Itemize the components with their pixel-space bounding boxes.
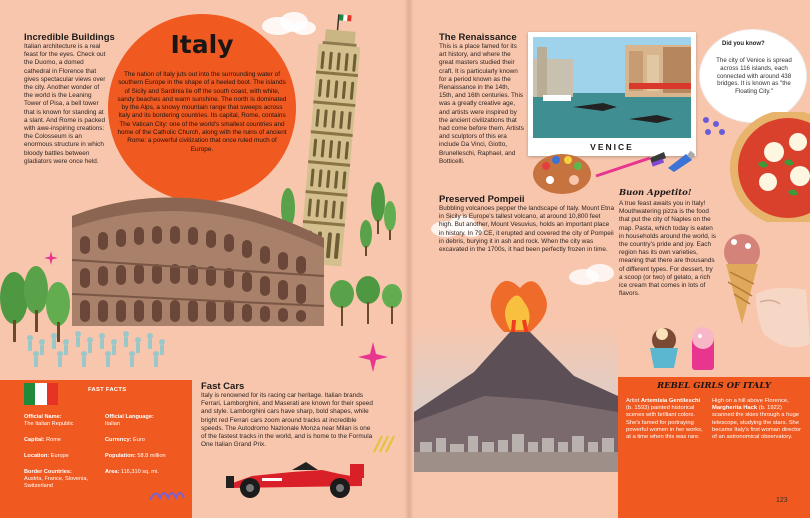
fast-cars-text: Italy is renowned for its racing car heritage. Italian brands Ferrari, Lamborghini, and Maserati are known for their speed and style. Lamborghini cars have sharp, bold shapes, while bright red Ferrari cars zoom around tracks at incredible speeds. The Autodromo Nazionale Monza near Milan is one of the fastest tracks in the world, and is home to the Formula One Italian Grand Prix. (201, 392, 373, 449)
fact-border-countries: Border Countries: Austria, France, Slovenia, Switzerland (24, 469, 89, 489)
venice-photo-caption: VENICE (590, 142, 634, 152)
fact-official-language: Official Language: Italian (105, 414, 154, 427)
did-you-know-text: The city of Venice is spread across 116 islands, each connected with around 438 bridges. It is known as "the Floating City." (716, 57, 792, 96)
page-title: Italy (170, 30, 234, 59)
buon-appetito-heading: Buon Appetito! (619, 188, 692, 198)
italy-flag-icon (24, 383, 58, 405)
fact-population: Population: 58.8 million (105, 453, 166, 459)
pizza-illustration (728, 112, 810, 222)
rebel-girls-artemisia: Artist Artemisia Gentileschi (b. 1593) painted historical scenes with brilliant colors. She's famed for portraying powerful women in her works, at a time when this was rare. (626, 398, 703, 441)
vesuvius-illustration (414, 272, 618, 472)
scribble-decoration (148, 488, 192, 504)
fast-facts-heading: FAST FACTS (88, 387, 127, 393)
sparkle-icon (358, 342, 388, 372)
gelato-cup-illustration (644, 324, 726, 376)
paintbrush-illustration (594, 150, 668, 180)
race-car-illustration (222, 454, 372, 500)
trees-illustration (328, 272, 408, 332)
paint-tube-illustration (666, 150, 696, 172)
sparkle-icon (44, 251, 58, 265)
incredible-buildings-text: Italian architecture is a real feast for the eyes. Check out the Duomo, a domed cathedral in Florence that gives spectacular views over the city. Another wonder of the world is the Leaning Tower of Pisa, a bell tower that is known for standing at a slant. And Rome is packed with awe-inspiring creations: the Colosseum is an enormous structure in which bloody battles between gladiators were once held. (24, 43, 106, 165)
book-gutter (404, 0, 414, 518)
intro-text: The nation of Italy juts out into the surrounding water of southern Europe in the shape of a heeled boot. The islands of Sicily and Sardinia lie off the south coast, with white, sandy beaches and warm sunshine. The north is dominated by the Alps, a snowy mountain range that sweeps across Italy and its bordering countries. Its capital, Rome, contains The Vatican City: one of the world's smallest countries and home of the Catholic Church, along with the ruins of ancient Rome: a powerful civilization that once ruled much of Europe. (117, 71, 287, 153)
fact-currency: Currency: Euro (105, 437, 145, 443)
fact-area: Area: 116,310 sq. mi. (105, 469, 159, 475)
pompeii-heading: Preserved Pompeii (439, 194, 525, 205)
crowd-illustration (0, 250, 200, 370)
buon-appetito-text: A true feast awaits you in Italy! Mouthwatering pizza is the food that put the city of Naples on the map. Pasta, which today is eaten in households around the world, is the country's pride and joy. Each region has its own varieties, meaning that there are thousands of different types. For dessert, try a scoop (or two) of gelato, a rich ice cream that comes in lots of flavors. (619, 200, 716, 298)
scribble-decoration (372, 434, 398, 454)
page-number: 123 (776, 497, 788, 504)
rebel-girls-heading: REBEL GIRLS OF ITALY (657, 381, 771, 391)
dot-decoration (700, 114, 730, 138)
paint-palette-illustration (530, 148, 600, 196)
fast-cars-heading: Fast Cars (201, 381, 245, 392)
venice-photo (528, 32, 696, 156)
incredible-buildings-heading: Incredible Buildings (24, 32, 115, 43)
did-you-know-heading: Did you know? (722, 41, 765, 47)
fact-official-name: Official Name: The Italian Republic (24, 414, 74, 427)
rebel-girls-margherita: High on a hill above Florence, Margherita Hack (b. 1922) scanned the skies through a huge telescope, studying the stars. She became Italy's first woman director of an astronomical observatory. (712, 398, 802, 441)
renaissance-heading: The Renaissance (439, 32, 517, 43)
fact-capital: Capital: Rome (24, 437, 61, 443)
venice-canal-image (533, 37, 691, 138)
gelato-cone-illustration (716, 224, 810, 374)
renaissance-text: This is a place famed for its art history, and where the great masters studied their craft. It is particularly known for a period known as the Renaissance in the 14th, 15th, and 16th centuries. This was a greatly creative age, and artists were inspired by the ancient civilizations that had come before them. Artists and sculptors of this era include Da Vinci, Giotto, Brunelleschi, Raphael, and Botticelli. (439, 43, 524, 165)
pompeii-text: Bubbling volcanoes pepper the landscape of Italy. Mount Etna in Sicily is Europe's tallest volcano, at around 10,800 feet high. But another, Mount Vesuvius, holds an important place in history. In 79 CE, it erupted and covered the city of Pompeii in debris, burying it in ash and rock. When the city was excavated in the 1700s, it had been perfectly frozen in time. (439, 205, 615, 254)
fact-location: Location: Europe (24, 453, 69, 459)
